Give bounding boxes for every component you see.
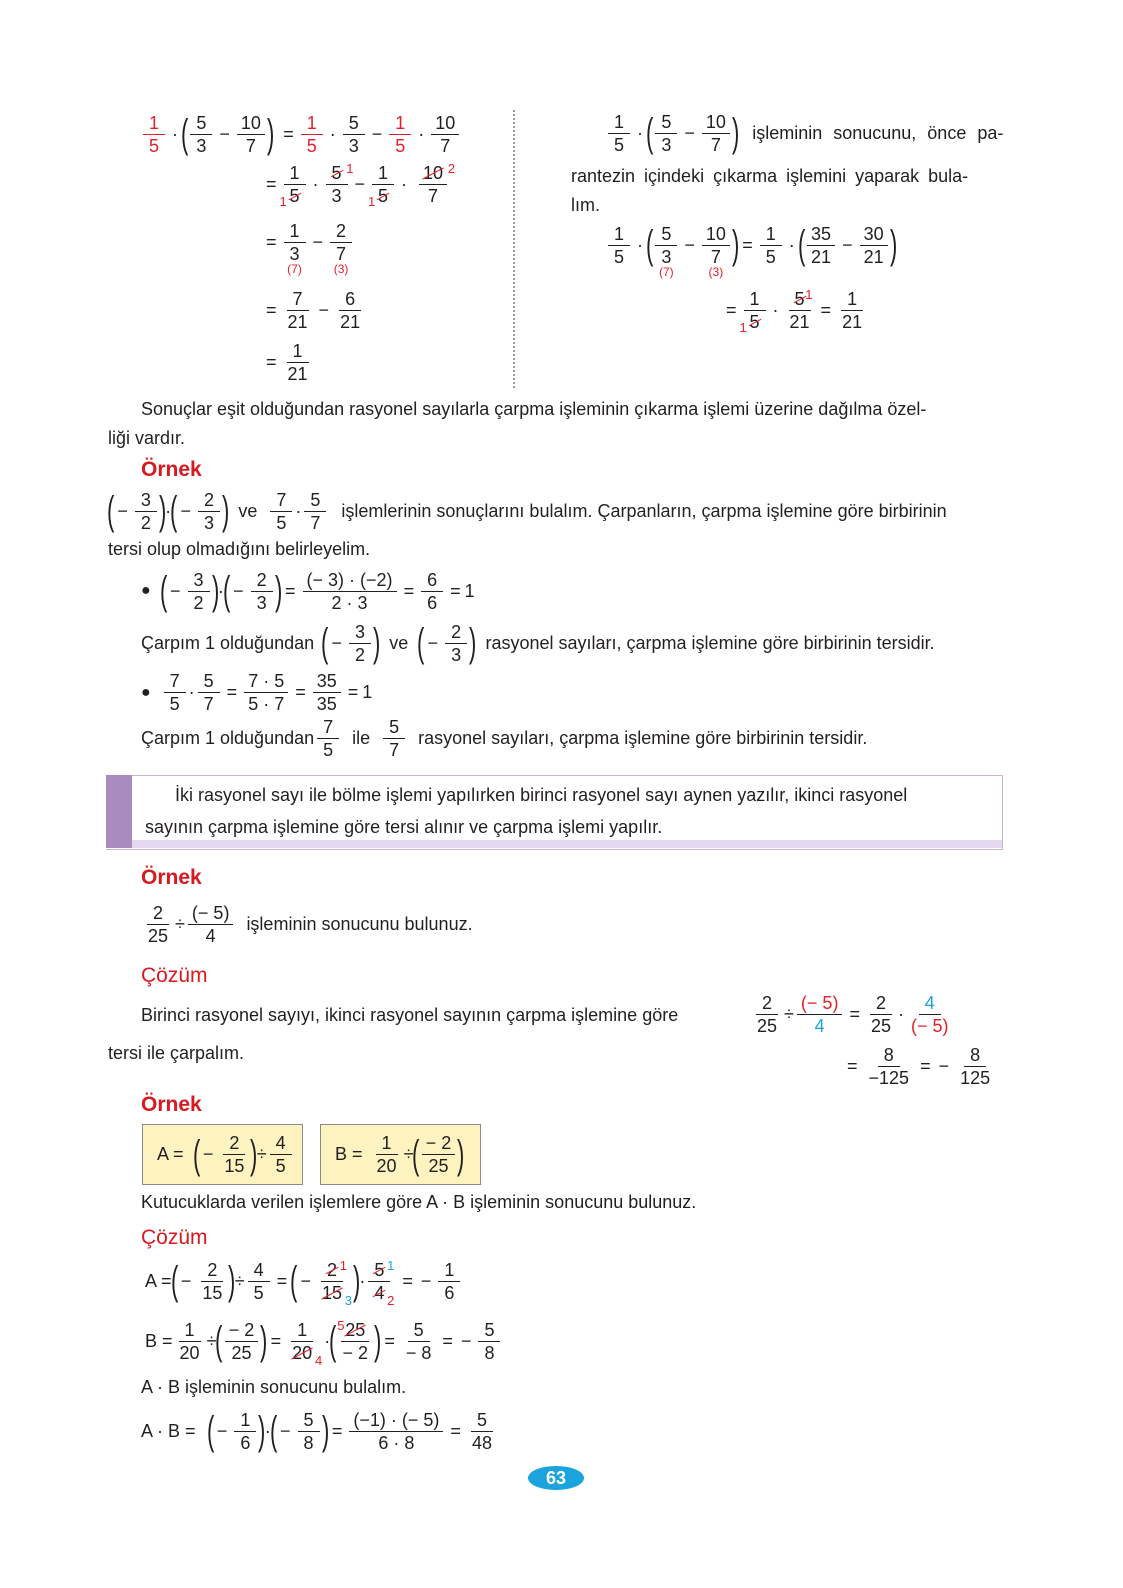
right-eq-1: 1 5 · ( 5 3 (7) − 10 7 (3) ) = $\frac{1}{5}$ · ( 35 21 − $\frac{30}{21}$ ) bbox=[605, 222, 896, 268]
a-calc: A = ( − $\frac{2}{15}$ ) ÷ $\frac{4}{5}$ = ( − 2 1 15 3 ) · 5 1 4 2 = − $\frac{1}{6}$ bbox=[145, 1258, 463, 1304]
example-2-solution-heading: Çözüm bbox=[141, 964, 208, 987]
fraction: 5 3 bbox=[343, 112, 365, 157]
example-2-calc-line-2: = $\frac{8}{-125}$ = − $\frac{8}{125}$ bbox=[847, 1045, 991, 1088]
bullet-icon: ● bbox=[141, 582, 151, 599]
example-1-bullet-1: ● ( − $\frac{3}{2}$ ) · ( − $\frac{2}{3}$ ) = $\frac{(- 3) \cdot (-2)}{2 \cdot 3}$ = $\frac{6}{6}$ = 1 bbox=[141, 569, 475, 613]
left-derivation bbox=[140, 108, 462, 160]
fraction: $\frac{1}{5}$ bbox=[301, 112, 323, 157]
left-line-4: = $\frac{7}{21}$ − $\frac{6}{21}$ bbox=[266, 289, 361, 332]
example-3-text: Kutucuklarda verilen işlemlere göre A · B işleminin sonucunu bulunuz. bbox=[141, 1192, 697, 1212]
fraction: $\frac{10}{7}$ bbox=[237, 112, 265, 157]
bullet-icon: ● bbox=[141, 683, 151, 701]
fraction: 10 7 bbox=[431, 112, 459, 157]
rule-note-line-1: İki rasyonel sayı ile bölme işlemi yapılırken birinci rasyonel sayı aynen yazılır, ikinci rasyonel bbox=[175, 785, 908, 805]
example-3-heading: Örnek bbox=[141, 1093, 202, 1116]
fraction: $\frac{1}{5}$ bbox=[389, 112, 411, 157]
right-eq-2: = 1 1 5 · 5 1 21 = $\frac{1}{21}$ bbox=[726, 287, 863, 335]
left-line-3: = 1 3 (7) − 2 7 (3) bbox=[262, 220, 355, 265]
example-2-heading: Örnek bbox=[141, 866, 202, 889]
left-line-5: = $\frac{1}{21}$ bbox=[266, 341, 308, 384]
left-line-1: 1 5 · ( 5 3 − $\frac{10}{7}$ ) = $\frac{1}{5}$ · 5 3 − $\frac{1}{5}$ · 10 7 bbox=[140, 108, 462, 160]
example-1-bullet-2: ● 7 5 · $\frac{5}{7}$ = $\frac{7 \cdot 5}{5 \cdot 7}$ = $\frac{35}{35}$ = 1 bbox=[141, 671, 373, 714]
fraction: 5 3 bbox=[190, 112, 212, 157]
page-number-badge: 63 bbox=[528, 1466, 584, 1490]
right-text-line-3: lım. bbox=[571, 195, 600, 215]
example-2-solution-text-2: tersi ile çarpalım. bbox=[108, 1043, 245, 1063]
left-line-2: = 1 1 5 · 5 1 3 − 1 1 5 · 10 2 7 bbox=[266, 161, 456, 209]
right-intro: 1 5 · ( 5 3 − $\frac{10}{7}$ ) işleminin sonucunu, önce pa- bbox=[605, 110, 1003, 156]
box-b: B = $\frac{1}{20}$ ÷ ( − 2 25 ) bbox=[320, 1124, 481, 1185]
fraction: 1 5 bbox=[143, 112, 165, 157]
example-2-prompt: $\frac{2}{25}$ ÷ $\frac{(- 5)}{4}$ işleminin sonucunu bulunuz. bbox=[148, 903, 473, 946]
conclusion-line-2: liği vardır. bbox=[108, 428, 186, 448]
example-1-result-1: Çarpım 1 olduğundan ( − $\frac{3}{2}$ ) ve ( − $\frac{2}{3}$ ) rasyonel sayıları, çarpma işlemine göre birbirinin tersidir. bbox=[141, 621, 935, 665]
ab-calc: A · B = ( − $\frac{1}{6}$ ) · ( − $\frac{5}{8}$ ) = $\frac{(-1) \cdot (- 5)}{6 \cdot 8}$ = $\frac{5}{48}$ bbox=[141, 1409, 492, 1453]
conclusion-line-1: Sonuçlar eşit olduğundan rasyonel sayılarla çarpma işleminin çıkarma işlemi üzerine dağılma özel- bbox=[141, 399, 927, 419]
ab-text: A · B işleminin sonucunu bulalım. bbox=[141, 1377, 407, 1397]
rule-note-accent-bar bbox=[106, 775, 132, 848]
example-3-solution-heading: Çözüm bbox=[141, 1226, 208, 1249]
example-1-heading: Örnek bbox=[141, 458, 202, 481]
example-1-result-2: Çarpım 1 olduğundan 7 5 ile 5 7 rasyonel sayıları, çarpma işlemine göre birbirinin tersidir. bbox=[141, 717, 868, 760]
example-2-solution-text-1: Birinci rasyonel sayıyı, ikinci rasyonel sayının çarpma işlemine göre bbox=[141, 1005, 679, 1025]
box-a: A = ( − $\frac{2}{15}$ ) ÷ $\frac{4}{5}$ bbox=[142, 1124, 303, 1185]
column-divider bbox=[513, 110, 515, 388]
example-1-prompt: ( − $\frac{3}{2}$ ) · ( − $\frac{2}{3}$ ) ve 7 5 · 5 7 işlemlerinin sonuçlarını bulalım. Çarpanların, çarpma işlemine göre birbirinin bbox=[106, 489, 947, 533]
rule-note-line-2: sayının çarpma işlemine göre tersi alınır ve çarpma işlemi yapılır. bbox=[145, 817, 663, 837]
b-calc: B = $\frac{1}{20}$ ÷ ( − 2 25 ) = 1 20 4 · ( 5 25 − 2 ) = $\frac{5}{- 8}$ = − $\frac{5}{8}$ bbox=[145, 1318, 503, 1364]
example-1-text-2: tersi olup olmadığını belirleyelim. bbox=[108, 539, 371, 559]
example-2-calc-line-1: $\frac{2}{25}$ ÷ $\frac{(- 5)}{4}$ = $\frac{2}{25}$ · 4 (− 5) bbox=[757, 993, 949, 1036]
right-text-line-2: rantezin içindeki çıkarma işlemini yaparak bula- bbox=[571, 166, 969, 186]
